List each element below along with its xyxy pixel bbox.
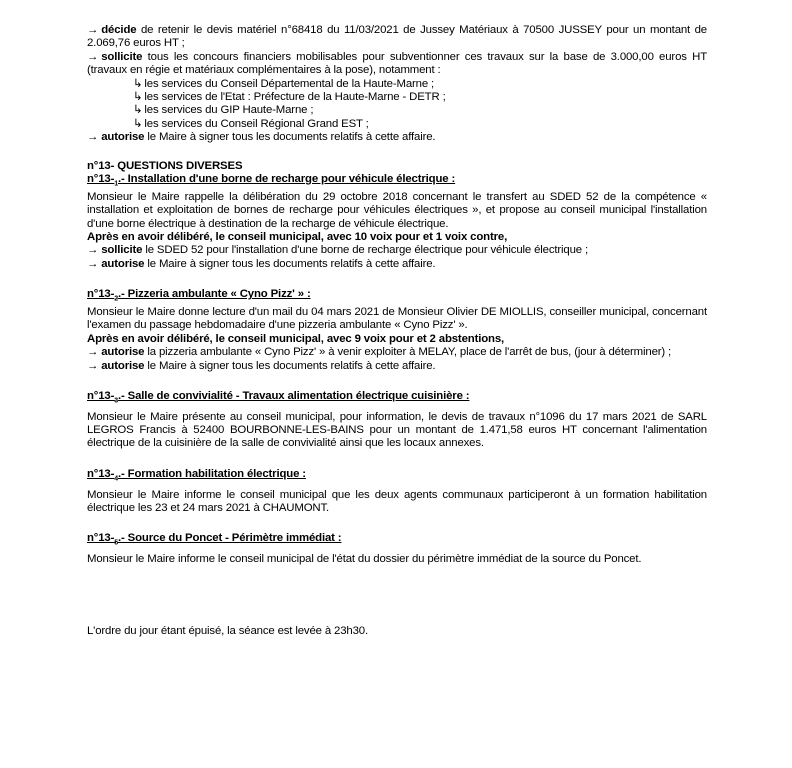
return-arrow-icon: ↳ <box>133 104 143 117</box>
item-number: 1 <box>114 180 118 188</box>
arrow-icon: → <box>87 131 99 144</box>
item-number: 5 <box>114 539 118 547</box>
arrow-icon: → <box>87 244 99 257</box>
arrow-icon: → <box>87 359 99 372</box>
decision-decide <box>87 24 707 51</box>
item-number: 4 <box>114 475 118 483</box>
item-decision: → autorise le Maire à signer tous les documents relatifs à cette affaire. <box>87 359 436 372</box>
arrow-icon: → <box>87 346 99 359</box>
decision-text: tous les concours financiers mobilisables pour subventionner ces travaux sur la base de 3.000,00 euros HT (travaux en régie et matériaux complémentaires à la pose), notamment : <box>87 50 707 77</box>
arrow-icon: → <box>87 50 99 63</box>
service-item: ↳ les services du GIP Haute-Marne ; <box>133 104 314 117</box>
service-item: ↳ les services du Conseil Départemental de la Haute-Marne ; <box>133 77 435 90</box>
service-item: ↳ les services de l'Etat : Préfecture de la Haute-Marne - DETR ; <box>133 91 446 104</box>
item-number: 2 <box>114 295 118 303</box>
arrow-icon: → <box>87 257 99 270</box>
item-vote: Après en avoir délibéré, le conseil municipal, avec 10 voix pour et 1 voix contre, <box>87 230 508 243</box>
arrow-icon: → <box>87 24 99 36</box>
item-body: Monsieur le Maire présente au conseil municipal, pour information, le devis de travaux n°1096 du 17 mars 2021 de SARL LEGROS Francis à 52400 BOURBONNE-LES-BAINS pour un montant de 1.471,58 euros HT concernant l'alimentation électrique de la cuisinière de la salle de convivialité ainsi que les locaux annexes. <box>87 410 707 450</box>
keyword: sollicite <box>101 50 143 63</box>
item-number: 3 <box>114 397 118 405</box>
keyword: décide <box>101 24 137 36</box>
decision-autorise <box>87 131 707 144</box>
item-body: Monsieur le Maire donne lecture d'un mail du 04 mars 2021 de Monsieur Olivier DE MIOLLIS, conseiller municipal, concernant l'examen du passage hebdomadaire d'une pizzeria ambulante « Cyno Pizz' ». <box>87 305 707 332</box>
item-vote: Après en avoir délibéré, le conseil municipal, avec 9 voix pour et 2 abstentions, <box>87 332 505 345</box>
decision-text: le Maire à signer tous les documents relatifs à cette affaire. <box>144 131 436 144</box>
document-page <box>87 24 707 639</box>
item-decision: → autorise la pizzeria ambulante « Cyno Pizz' » à venir exploiter à MELAY, place de l'arrêt de bus, (jour à déterminer) ; <box>87 346 672 359</box>
item-decision: → sollicite le SDED 52 pour l'installation d'une borne de recharge électrique pour véhicule électrique ; <box>87 244 588 257</box>
item-title: $n^\circ 13-_1.-$ Installation d'une borne de recharge pour véhicule électrique : <box>87 173 456 188</box>
service-item: ↳ les services du Conseil Régional Grand EST ; <box>133 117 369 130</box>
item-body: Monsieur le Maire informe le conseil municipal de l'état du dossier du périmètre immédiat de la source du Poncet. <box>87 553 642 565</box>
item-body: Monsieur le Maire rappelle la délibération du 29 octobre 2018 concernant le transfert au SDED 52 de la compétence « installation et exploitation de bornes de recharge pour véhicules électriques », et propose au conseil municipal l'installation d'une borne électrique à destination de la recharge de véhicule électrique. <box>87 190 707 230</box>
item-title: $n^\circ 13-_2.-$ Pizzeria ambulante « Cyno Pizz' » : <box>87 288 311 303</box>
return-arrow-icon: ↳ <box>133 77 143 90</box>
section-title: n°13- QUESTIONS DIVERSES <box>87 159 243 172</box>
decision-sollicite <box>87 51 707 78</box>
item-title: $n^\circ 13-_3.-$ Salle de convivialité - Travaux alimentation électrique cuisinière : <box>87 389 470 405</box>
return-arrow-icon: ↳ <box>133 117 143 130</box>
closing-statement: L'ordre du jour étant épuisé, la séance est levée à 23h30. <box>87 625 368 638</box>
item-title: $n^\circ 13-_4.-$ Formation habilitation électrique : <box>87 467 306 483</box>
return-arrow-icon: ↳ <box>133 91 143 104</box>
item-title: $n^\circ 13-_5.-$ Source du Poncet - Périmètre immédiat : <box>87 532 342 547</box>
item-decision: → autorise le Maire à signer tous les documents relatifs à cette affaire. <box>87 257 436 270</box>
decision-text: de retenir le devis matériel n°68418 du 11/03/2021 de Jussey Matériaux à 70500 JUSSEY pour un montant de 2.069,76 euros HT ; <box>87 24 707 50</box>
keyword: autorise <box>101 131 145 144</box>
item-body: Monsieur le Maire informe le conseil municipal que les deux agents communaux participeront à un formation habilitation électrique les 23 et 24 mars 2021 à CHAUMONT. <box>87 488 707 514</box>
